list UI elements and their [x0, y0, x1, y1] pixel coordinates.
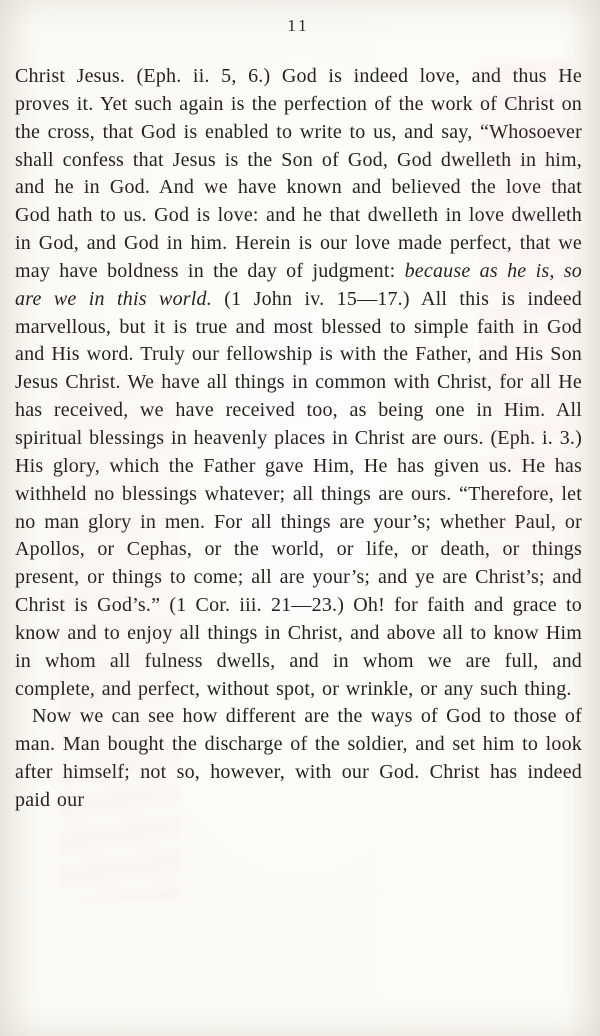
paragraph-1-italic-quote: because as he is, so are we in this world.: [15, 259, 582, 310]
page-number: 11: [287, 16, 310, 35]
paragraph-1: [15, 63, 582, 703]
paragraph-2: [15, 703, 582, 814]
paragraph-2-text: Now we can see how different are the ways of God to those of man. Man bought the discharge of the soldier, and set him to look after himself; not so, however, with our God. Christ has indeed paid our: [15, 705, 582, 811]
paragraph-1-text-continued: (1 John iv. 15—17.) All this is indeed marvellous, but it is true and most blessed to simple faith in God and His word. Truly our fellowship is with the Father, and His Son Jesus Christ. We have all things in common with Christ, for all He has received, we have received too, as being one in Him. All spiritual blessings in heavenly places in Christ are ours. (Eph. i. 3.) His glory, which the Father gave Him, He has given us. He has withheld no blessings whatever; all things are ours. “Therefore, let no man glory in men. For all things are your’s; whether Paul, or Apollos, or Cephas, or the world, or life, or death, or things present, or things to come; all are your’s; and ye are Christ’s; and Christ is God’s.” (1 Cor. iii. 21—23.) Oh! for faith and grace to know and to enjoy all things in Christ, and above all to know Him in whom all fulness dwells, and in whom we are full, and complete, and perfect, without spot, or wrinkle, or any such thing.: [15, 287, 582, 700]
paragraph-1-text: Christ Jesus. (Eph. ii. 5, 6.) God is indeed love, and thus He proves it. Yet such again is the perfection of the work of Christ on the cross, that God is enabled to write to us, and say, “Whosoever shall confess that Jesus is the Son of God, God dwelleth in him, and he in God. And we have known and believed the love that God hath to us. God is love: and he that dwelleth in love dwelleth in God, and God in him. Herein is our love made perfect, that we may have boldness in the day of judgment:: [15, 65, 582, 282]
